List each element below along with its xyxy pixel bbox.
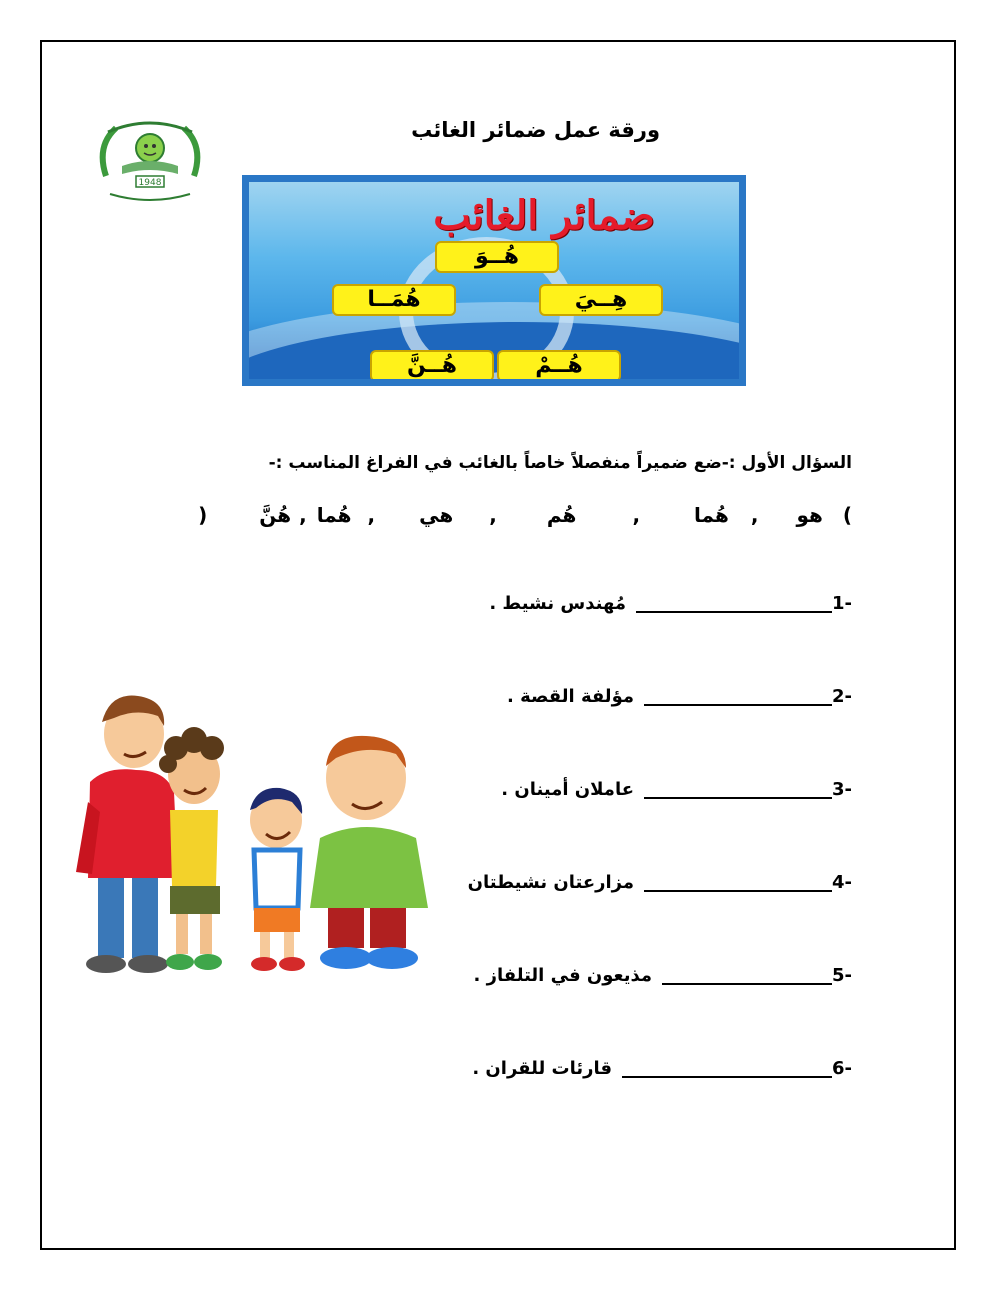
word-bank-word: هي — [419, 503, 454, 527]
kid-green-shirt — [310, 736, 428, 969]
exercise-item-5 — [474, 960, 852, 990]
pronoun-banner — [242, 175, 746, 386]
answer-blank[interactable] — [644, 876, 832, 892]
word-bank — [140, 500, 852, 530]
word-bank-separator: , — [750, 503, 759, 527]
kids-illustration — [66, 682, 446, 1000]
word-bank-separator: , — [299, 503, 307, 527]
exercise-item-4 — [468, 867, 852, 897]
exercise-item-1 — [489, 588, 852, 618]
pronoun-box-hum: هُــمْ — [497, 350, 621, 379]
exercise-item-3 — [501, 774, 852, 804]
item-text: مذيعون في التلفاز . — [473, 964, 652, 986]
item-number: 2- — [832, 685, 852, 707]
answer-blank[interactable] — [622, 1062, 832, 1078]
banner-title: ضمائر الغائب — [433, 192, 655, 239]
pronoun-box-huwa: هُــوَ — [435, 241, 559, 273]
answer-blank[interactable] — [636, 597, 832, 613]
item-number: 5- — [832, 964, 852, 986]
pronoun-box-hunna: هُــنَّ — [370, 350, 494, 379]
word-bank-word: هُم — [546, 503, 577, 527]
answer-blank[interactable] — [644, 690, 832, 706]
pronoun-box-huma: هُمَــا — [332, 284, 456, 316]
item-number: 3- — [832, 778, 852, 800]
item-text: مؤلفة القصة . — [507, 685, 634, 707]
word-bank-word: هو — [796, 503, 823, 527]
logo-year: 1948 — [138, 178, 162, 188]
word-bank-close: ) — [198, 503, 208, 527]
word-bank-word: هُما — [694, 503, 729, 527]
word-bank-open: ( — [842, 503, 852, 527]
question-instruction: السؤال الأول :-ضع ضميراً منفصلاً خاصاً بالغائب في الفراغ المناسب :- — [268, 453, 852, 473]
item-text: مزارعتان نشيطتان — [467, 871, 634, 893]
word-bank-separator: , — [367, 503, 376, 527]
word-bank-separator: , — [632, 503, 641, 527]
item-text: مُهندس نشيط . — [489, 592, 626, 614]
word-bank-separator: , — [489, 503, 497, 527]
page-title: ورقة عمل ضمائر الغائب — [411, 118, 660, 142]
item-number: 4- — [832, 871, 852, 893]
item-number: 1- — [832, 592, 852, 614]
kid-red-hoodie — [76, 696, 178, 973]
answer-blank[interactable] — [644, 783, 832, 799]
word-bank-word: هُنَّ — [259, 503, 292, 527]
exercise-item-2 — [507, 681, 852, 711]
kid-blue-shirt — [250, 788, 305, 971]
item-text: قارئات للقران . — [472, 1057, 612, 1079]
school-logo — [86, 116, 214, 206]
answer-blank[interactable] — [662, 969, 832, 985]
word-bank-word: هُما — [316, 503, 352, 527]
exercise-item-6 — [472, 1053, 852, 1083]
item-text: عاملان أمينان . — [501, 778, 634, 800]
pronoun-box-hiya: هِــيَ — [539, 284, 663, 316]
banner-background — [249, 182, 739, 379]
item-number: 6- — [832, 1057, 852, 1079]
